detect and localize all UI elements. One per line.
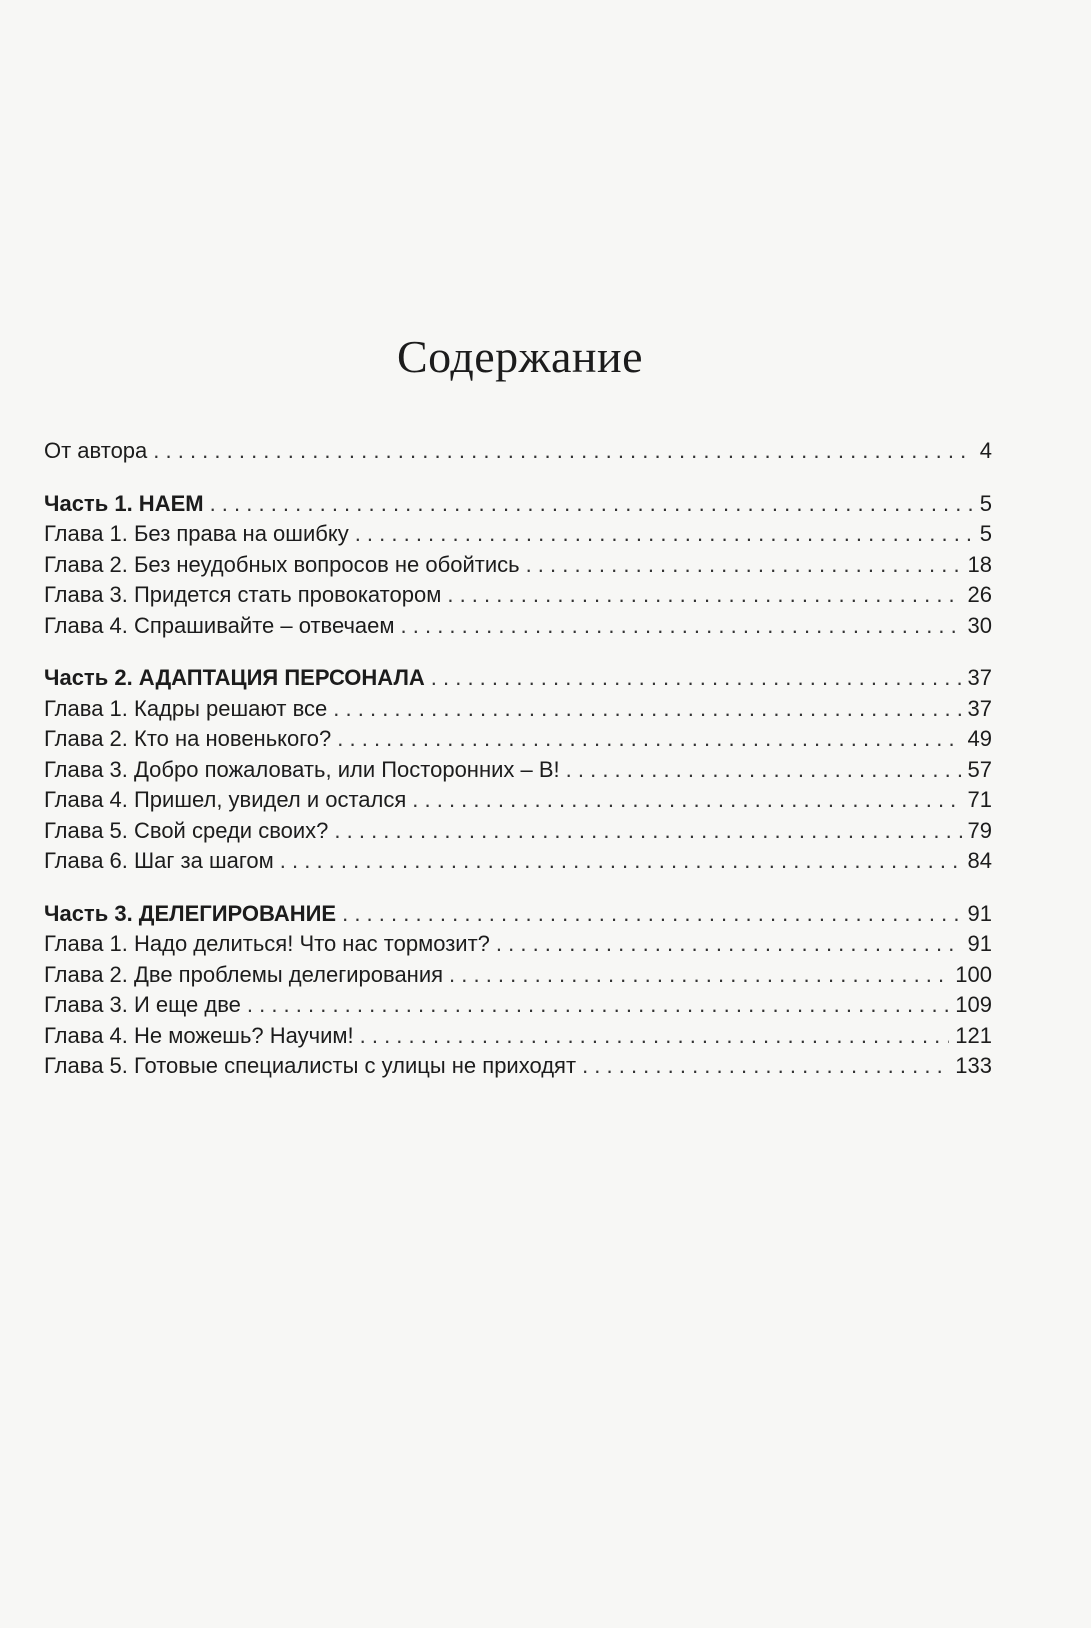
toc-page-number: 49	[967, 726, 992, 751]
dot-leader	[337, 724, 961, 755]
toc-page-number: 30	[967, 612, 992, 638]
dot-leader	[412, 785, 961, 816]
dot-leader	[449, 960, 949, 991]
toc-page-number: 84	[967, 848, 992, 873]
toc-label: Глава 6. Шаг за шагом	[44, 848, 274, 873]
toc-entry-row	[44, 929, 992, 960]
toc-page-number: 109	[955, 992, 992, 1017]
toc-page-number: 133	[955, 1053, 992, 1078]
toc-entry-row	[44, 436, 992, 467]
toc-entry-row	[44, 611, 992, 642]
dot-leader	[566, 755, 962, 786]
toc-page-number: 71	[967, 787, 992, 812]
toc-label: Глава 3. Придется стать провокатором	[44, 582, 442, 607]
toc-label: Глава 3. Добро пожаловать, или Посторонних – В!	[44, 756, 560, 782]
toc-label: Глава 4. Не можешь? Научим!	[44, 1022, 354, 1048]
dot-leader	[333, 694, 961, 725]
toc-entry-row	[44, 1021, 992, 1052]
toc-label: Глава 5. Свой среди своих?	[44, 817, 329, 843]
toc-entry-row	[44, 846, 992, 877]
table-of-contents	[44, 436, 992, 1082]
toc-entry-row	[44, 785, 992, 816]
toc-label: Глава 4. Пришел, увидел и остался	[44, 787, 407, 812]
toc-part-row	[44, 899, 992, 930]
toc-page-number: 5	[979, 490, 992, 516]
toc-label: Глава 2. Без неудобных вопросов не обойтись	[44, 551, 520, 577]
toc-entry-row	[44, 724, 992, 755]
page-title: Содержание	[396, 331, 644, 382]
toc-label: Глава 4. Спрашивайте – отвечаем	[44, 612, 395, 638]
toc-page-number: 5	[979, 521, 992, 546]
toc-page-number: 91	[967, 900, 992, 926]
toc-entry-row	[44, 519, 992, 550]
dot-leader	[431, 663, 962, 694]
dot-leader	[401, 611, 962, 642]
toc-entry-row	[44, 580, 992, 611]
dot-leader	[582, 1051, 949, 1082]
toc-label: Глава 5. Готовые специалисты с улицы не приходят	[44, 1053, 577, 1078]
toc-entry-row	[44, 1051, 992, 1082]
toc-label: Часть 2. АДАПТАЦИЯ ПЕРСОНАЛА	[44, 665, 425, 690]
toc-entry-row	[44, 694, 992, 725]
toc-label: Глава 1. Без права на ошибку	[44, 521, 349, 546]
dot-leader	[280, 846, 962, 877]
toc-page-number: 37	[967, 665, 992, 690]
toc-entry-row	[44, 960, 992, 991]
toc-part-row	[44, 663, 992, 694]
toc-page-number: 121	[955, 1022, 992, 1048]
toc-page-number: 26	[967, 582, 992, 607]
dot-leader	[334, 816, 961, 847]
dot-leader	[247, 990, 949, 1021]
toc-entry-row	[44, 550, 992, 581]
toc-page-number: 57	[967, 756, 992, 782]
toc-page-number: 79	[967, 817, 992, 843]
dot-leader	[342, 899, 961, 930]
toc-page-number: 100	[955, 961, 992, 987]
toc-entry-row	[44, 816, 992, 847]
toc-page-number: 37	[967, 695, 992, 721]
dot-leader	[210, 489, 974, 520]
toc-entry-row	[44, 990, 992, 1021]
toc-page-number: 4	[979, 438, 992, 463]
dot-leader	[496, 929, 962, 960]
toc-entry-row	[44, 755, 992, 786]
toc-label: Часть 1. НАЕМ	[44, 490, 204, 516]
toc-label: Глава 1. Кадры решают все	[44, 695, 328, 721]
toc-part-row	[44, 489, 992, 520]
dot-leader	[447, 580, 961, 611]
dot-leader	[360, 1021, 950, 1052]
dot-leader	[153, 436, 973, 467]
toc-page-number: 91	[967, 931, 992, 956]
toc-label: Глава 2. Кто на новенького?	[44, 726, 332, 751]
toc-label: Глава 2. Две проблемы делегирования	[44, 961, 444, 987]
toc-label: Глава 1. Надо делиться! Что нас тормозит?	[44, 931, 490, 956]
toc-label: Глава 3. И еще две	[44, 992, 241, 1017]
dot-leader	[355, 519, 974, 550]
toc-label: От автора	[44, 438, 148, 463]
toc-page-number: 18	[967, 551, 992, 577]
toc-label: Часть 3. ДЕЛЕГИРОВАНИЕ	[44, 900, 337, 926]
dot-leader	[526, 550, 962, 581]
